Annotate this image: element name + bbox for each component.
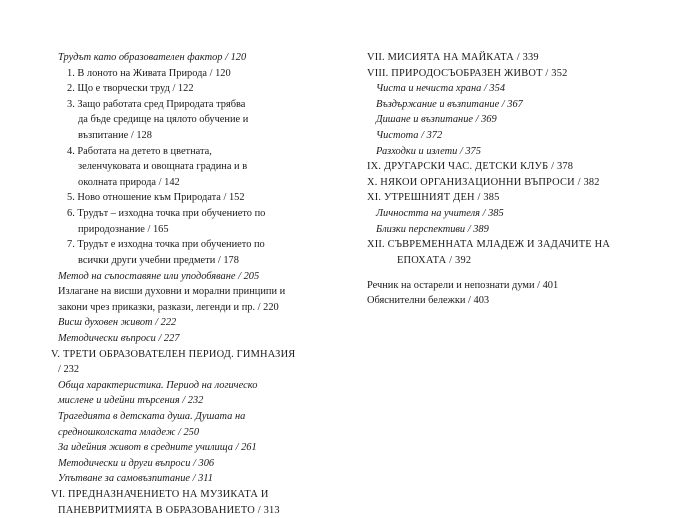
toc-entry-izlagane-line2: закони чрез приказки, разкази, легенди и пр. / 220 bbox=[58, 301, 279, 313]
toc-entry-chistota: Чистота / 372 bbox=[376, 130, 443, 142]
toc-entry-upatvane: Упътване за самовъзпитание / 311 bbox=[58, 473, 213, 485]
toc-entry-n7-line2: всички други учебни предмети / 178 bbox=[78, 254, 239, 266]
toc-chapter-vi-line2: ПАНЕВРИТМИЯТА В ОБРАЗОВАНИЕТО / 313 bbox=[58, 504, 280, 516]
toc-chapter-x: X. НЯКОИ ОРГАНИЗАЦИОННИ ВЪПРОСИ / 382 bbox=[367, 176, 600, 188]
toc-entry-n2: 2. Що е творчески труд / 122 bbox=[67, 83, 194, 95]
toc-entry-n3-line3: възпитание / 128 bbox=[78, 130, 152, 142]
toc-entry-n3-line1: 3. Защо работата сред Природата трябва bbox=[67, 98, 246, 110]
toc-entry-n3-line2: да бъде средище на цялото обучение и bbox=[78, 114, 249, 126]
toc-entry-rechnik: Речник на остарели и непознати думи / 401 bbox=[367, 279, 559, 291]
toc-entry-ideen: За идейния живот в средните училища / 261 bbox=[58, 442, 257, 454]
toc-chapter-xi: XI. УТРЕШНИЯТ ДЕН / 385 bbox=[367, 192, 500, 204]
toc-entry-n4-line3: околната природа / 142 bbox=[78, 176, 180, 188]
toc-entry-n6-line1: 6. Трудът – изходна точка при обучението по bbox=[67, 208, 266, 220]
toc-entry-n4-line1: 4. Работата на детето в цветната, bbox=[67, 145, 212, 157]
toc-entry-chista: Чиста и нечиста храна / 354 bbox=[376, 83, 506, 95]
toc-entry-vissh: Висш духовен живот / 222 bbox=[58, 317, 177, 329]
toc-entry-n6-line2: природознание / 165 bbox=[78, 223, 169, 235]
toc-entry-razhodki: Разходки и излети / 375 bbox=[376, 145, 481, 157]
toc-chapter-viii: VIII. ПРИРОДОСЪОБРАЗЕН ЖИВОТ / 352 bbox=[367, 67, 568, 79]
toc-chapter-v-line1: V. ТРЕТИ ОБРАЗОВАТЕЛЕН ПЕРИОД. ГИМНАЗИЯ bbox=[51, 348, 296, 360]
toc-entry-n5: 5. Ново отношение към Природата / 152 bbox=[67, 192, 245, 204]
toc-entry-lichnost: Личността на учителя / 385 bbox=[376, 208, 504, 220]
toc-entry-n1: 1. В лоното на Живата Природа / 120 bbox=[67, 67, 231, 79]
toc-chapter-ix: IX. ДРУГАРСКИ ЧАС. ДЕТСКИ КЛУБ / 378 bbox=[367, 161, 574, 173]
toc-chapter-vii: VII. МИСИЯТА НА МАЙКАТА / 339 bbox=[367, 52, 539, 63]
toc-entry-n7-line1: 7. Трудът е изходна точка при обучението по bbox=[67, 239, 265, 251]
toc-entry-obshta-line2: мислене и идейни търсения / 232 bbox=[58, 395, 204, 407]
toc-entry-tragediya-line2: средношколската младеж / 250 bbox=[58, 426, 200, 438]
toc-entry-metod: Метод на съпоставяне или уподобяване / 205 bbox=[58, 270, 260, 282]
toc-entry-metodi: Методически и други въпроси / 306 bbox=[58, 457, 215, 469]
toc-entry-izlagane-line1: Излагане на висши духовни и морални принципи и bbox=[58, 286, 286, 298]
toc-chapter-xii-line2: ЕПОХАТА / 392 bbox=[397, 254, 472, 266]
toc-entry-obshta-line1: Обща характеристика. Период на логическо bbox=[58, 379, 258, 391]
toc-entry-obyasnitelni: Обяснителни бележки / 403 bbox=[367, 295, 490, 307]
toc-chapter-v-line2: / 232 bbox=[58, 364, 80, 376]
toc-chapter-vi-line1: VI. ПРЕДНАЗНАЧЕНИЕТО НА МУЗИКАТА И bbox=[51, 489, 269, 501]
toc-entry-dishane: Дишане и възпитание / 369 bbox=[376, 114, 497, 126]
toc-left-column bbox=[51, 50, 316, 518]
toc-entry-vazdarzhanie: Въздържание и възпитание / 367 bbox=[376, 98, 523, 110]
toc-entry-tragediya-line1: Трагедията в детската душа. Душата на bbox=[58, 411, 246, 423]
toc-entry-metodicheski: Методически въпроси / 227 bbox=[58, 332, 180, 344]
toc-entry-blizki: Близки перспективи / 389 bbox=[376, 223, 489, 235]
toc-entry-n4-line2: зеленчуковата и овощната градина и в bbox=[78, 161, 248, 173]
toc-entry-trudat: Трудът като образователен фактор / 120 bbox=[58, 52, 247, 63]
toc-right-column bbox=[367, 50, 647, 309]
toc-chapter-xii-line1: XII. СЪВРЕМЕННАТА МЛАДЕЖ И ЗАДАЧИТЕ НА bbox=[367, 239, 611, 251]
